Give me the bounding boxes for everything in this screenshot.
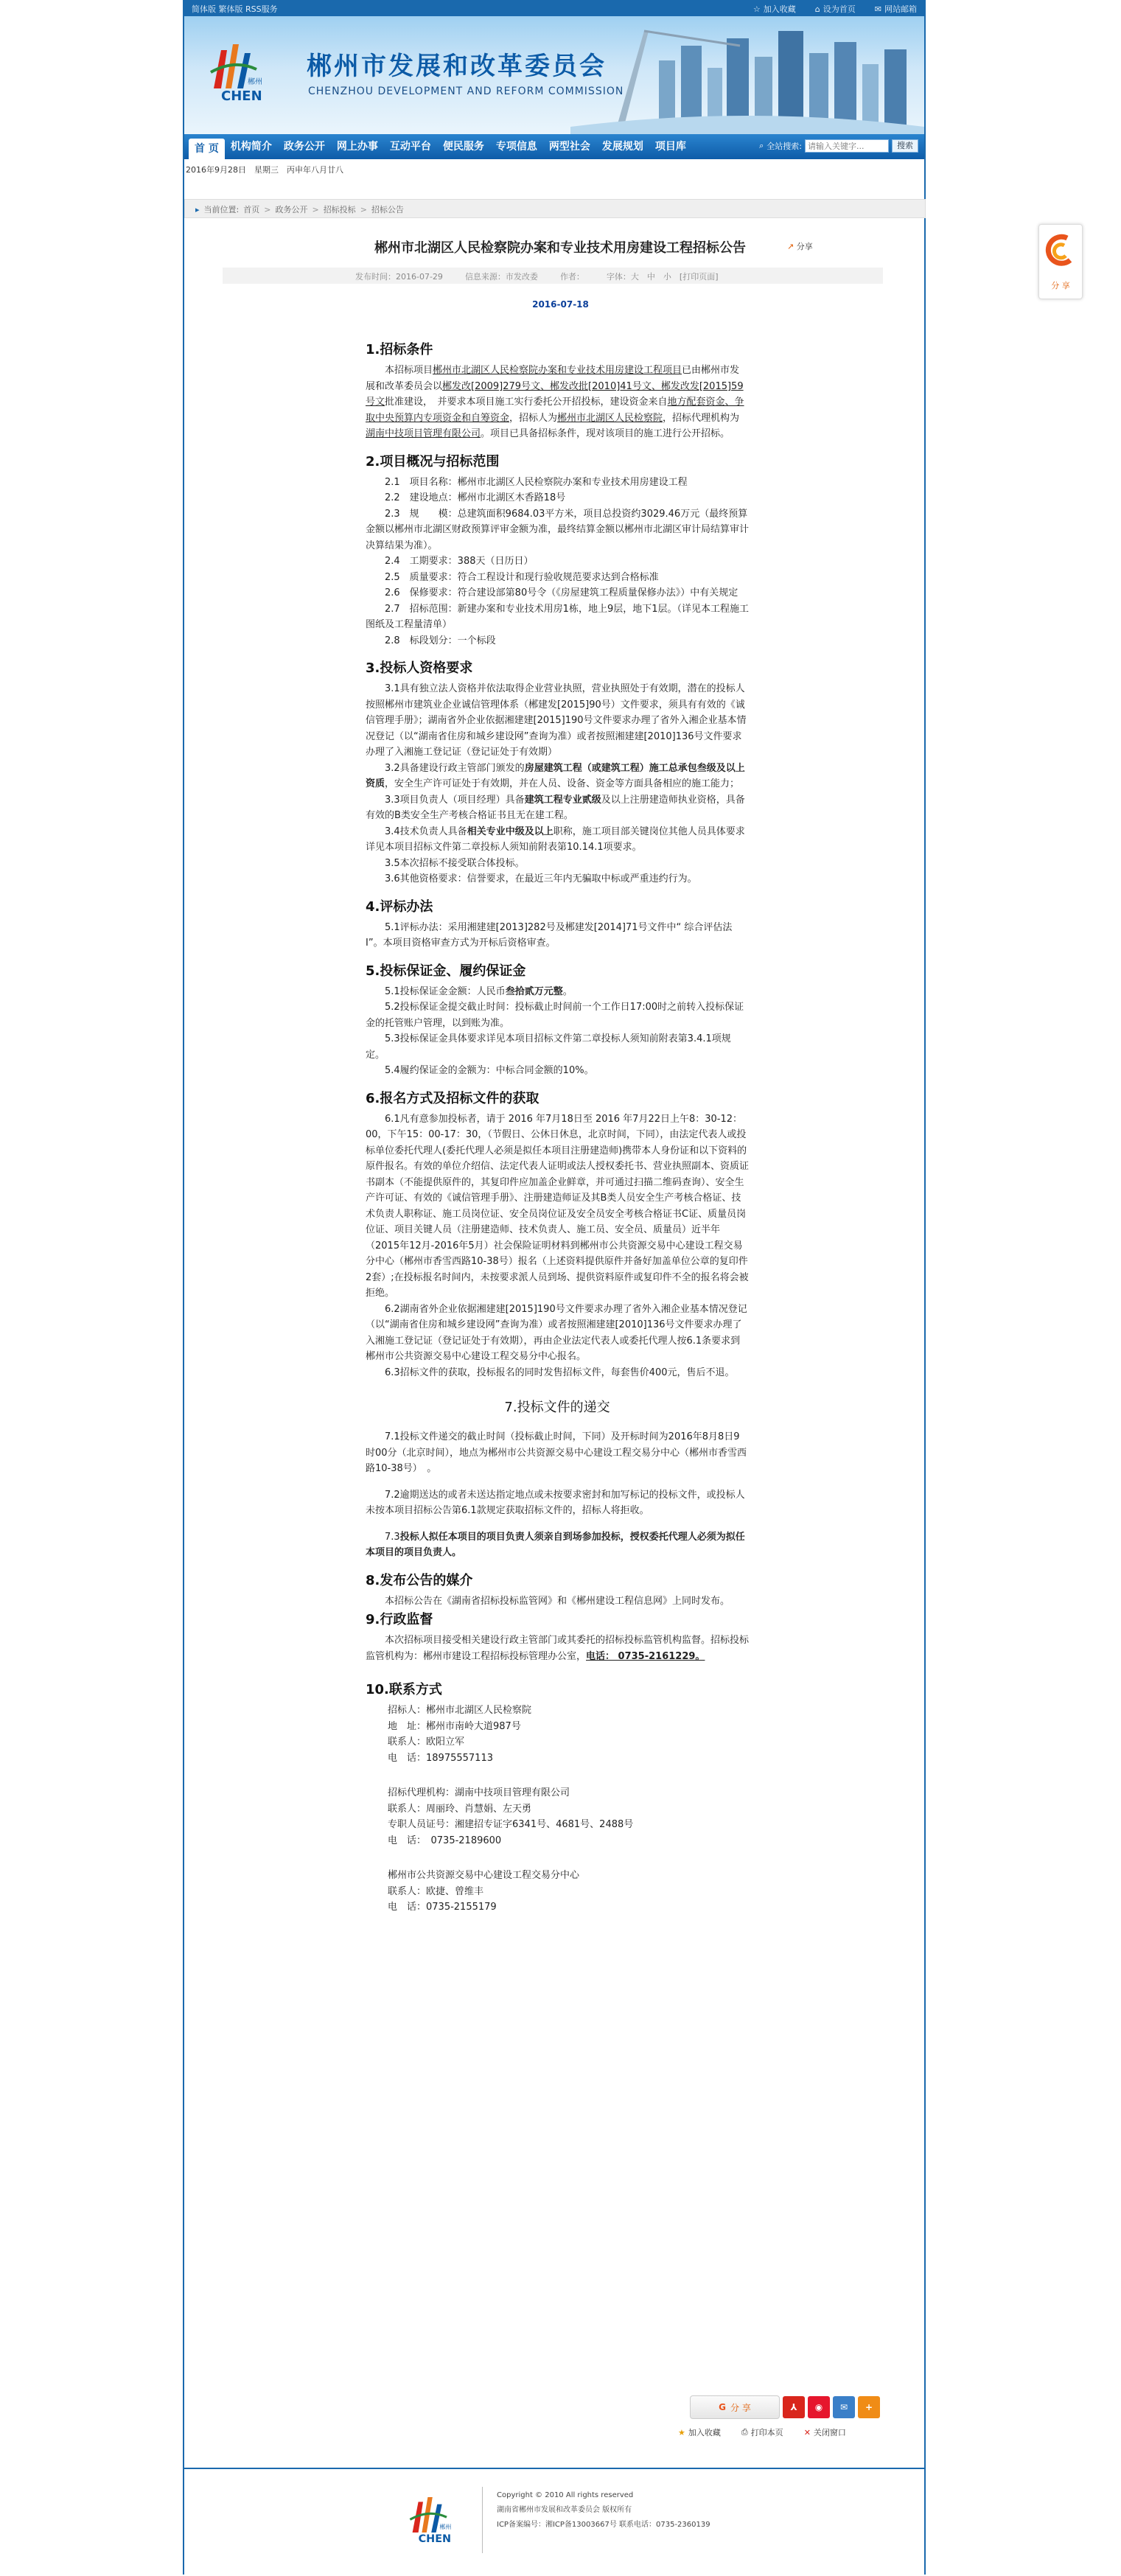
site-title: 郴州市发展和改革委员会 — [307, 52, 607, 81]
contact-block-agency — [366, 1785, 749, 1849]
nav-item-4[interactable]: 互动平台 — [389, 141, 431, 153]
article-meta — [223, 268, 883, 284]
section-3-item: 3.6其他资格要求：信誉要求，在最近三年内无骗取中标或严重违约行为。 — [385, 873, 697, 884]
section-2-item: 2.2 建设地点：郴州市北湖区木香路18号 — [385, 492, 566, 503]
section-3-item: 3.1具有独立法人资格并依法取得企业营业执照，营业执照处于有效期，潜在的投标人按照郴州市建筑业企业诚信管理体系（郴建发[2015]90号）文件要求，须具有有效的《诚信管理手册》；湖南省外企业依据湘建建[2015]190号文件要求办理了省外入湘企业基本情况登记（以“湖南省住房和城乡建设网”查询为准）或者按照湘建建[2010]136号文件要求办理了入湘施工登记证（登记证处于有效期） — [366, 683, 747, 758]
site-title-en: CHENZHOU DEVELOPMENT AND REFORM COMMISSION — [308, 85, 624, 97]
breadcrumb-gov[interactable]: 政务公开 — [275, 205, 308, 214]
section-2-item: 2.3 规 模：总建筑面积9684.03平方米，项目总投资约3029.46万元（最终预算金额以郴州市北湖区财政预算评审金额为准，最终结算金额以郴州市北湖区审计局结算审计决算结果为准）。 — [366, 508, 750, 551]
section-3-item: 3.5本次招标不接受联合体投标。 — [385, 857, 525, 869]
current-date: 2016年9月28日 星期三 丙申年八月廿八 — [186, 165, 343, 175]
section-3-item: 3.3项目负责人（项目经理）具备建筑工程专业贰级及以上注册建造师执业资格，具备有效的B类安全生产考核合格证书且无在建工程。 — [366, 794, 745, 821]
search-input[interactable] — [805, 139, 889, 153]
site-search: ⌕ 全站搜索: 请输入关键字... 搜索 — [759, 139, 918, 153]
nav-item-8[interactable]: 发展规划 — [601, 141, 643, 153]
section-2-item: 2.1 项目名称：郴州市北湖区人民检察院办案和专业技术用房建设工程 — [385, 476, 688, 488]
contact-line: 地 址：郴州市南岭大道987号 — [388, 1720, 521, 1732]
set-homepage-link[interactable]: ⌂ 设为首页 — [814, 4, 856, 14]
contact-line: 招标人：郴州市北湖区人民检察院 — [388, 1705, 532, 1716]
frame-left-line — [183, 0, 184, 2575]
section-1-title: 1.招标条件 — [366, 342, 433, 357]
section-6-item: 6.3招标文件的获取，投标报名的同时发售招标文件，每套售价400元，售后不退。 — [385, 1366, 735, 1378]
section-3-item: 3.2具备建设行政主管部门颁发的房屋建筑工程（或建筑工程）施工总承包叁级及以上资质，安全生产许可证处于有效期，并在人员、设备、资金等方面具备相应的施工能力； — [366, 762, 745, 789]
svg-text:郴州: 郴州 — [248, 78, 262, 86]
section-10-title: 10.联系方式 — [366, 1682, 442, 1697]
section-2-title: 2.项目概况与招标范围 — [366, 453, 500, 470]
section-1-paragraph: 本招标项目郴州市北湖区人民检察院办案和专业技术用房建设工程项目已由郴州市发展和改革委员会以郴发改[2009]279号文、郴发改批[2010]41号文、郴发改发[2015]59号文批准建设， 并要求本项目施工实行委托公开招投标，建设资金来自地方配套资金、争取中央预算内专项资金和自筹资金，招标人为郴州市北湖区人民检察院，招标代理机构为湖南中技项目管理有限公司。项目已具备招标条件，现对该项目的施工进行公开招标。 — [366, 365, 744, 439]
section-5-item: 5.1投标保证金金额：人民币叁拾贰万元整。 — [385, 985, 573, 997]
section-6-item: 6.2湖南省外企业依据湘建建[2015]190号文件要求办理了省外入湘企业基本情况登记（以“湖南省住房和城乡建设网”查询为准）或者按照湘建建[2010]136号文件要求办理了入湘施工登记证（登记证处于有效期），再由企业法定代表人或委托代理人按6.1条要求到郴州市公共资源交易中心建设工程交易分中心报名。 — [366, 1303, 747, 1362]
mail-icon: ✉ — [874, 4, 881, 14]
nav-item-2[interactable]: 政务公开 — [283, 141, 325, 153]
share-bar — [690, 2395, 886, 2419]
add-favorite-action[interactable]: ★ 加入收藏 — [678, 2427, 721, 2437]
article-title: 郴州市北湖区人民检察院办案和专业技术用房建设工程招标公告 — [374, 240, 746, 256]
author: 作者： — [559, 272, 584, 282]
contact-line: 专职人员证号：湘建招专证字6341号、4681号、2488号 — [388, 1819, 634, 1830]
section-2-list — [366, 475, 749, 649]
share-button[interactable]: G 分 享 — [690, 2395, 780, 2419]
section-8-title: 8.发布公告的媒介 — [366, 1572, 473, 1588]
nav-item-7[interactable]: 两型社会 — [548, 141, 590, 153]
pdf-share-icon[interactable]: ⅄ — [783, 2396, 805, 2418]
section-7-item: 7.1投标文件递交的截止时间（投标截止时间，下同）及开标时间为2016年8月8日9时00分（北京时间），地点为郴州市公共资源交易中心建设工程交易分中心（郴州市香雪西路10-38号） 。 — [366, 1431, 747, 1474]
section-5-item: 5.2投标保证金提交截止时间：投标截止时间前一个工作日17:00时之前转入投标保证金的托管账户管理，以到账为准。 — [366, 1002, 744, 1029]
section-7-title: 7.投标文件的递交 — [504, 1400, 610, 1415]
footer-logo — [405, 2491, 464, 2550]
article-date: 2016-07-18 — [532, 299, 589, 310]
site-banner — [184, 16, 924, 134]
footer-divider — [482, 2487, 483, 2553]
contact-line: 郴州市公共资源交易中心建设工程交易分中心 — [388, 1870, 580, 1881]
share-mini-button[interactable]: ↗ 分享 — [787, 242, 813, 251]
main-nav — [184, 134, 924, 159]
breadcrumb-home[interactable]: 首页 — [243, 205, 260, 214]
site-logo[interactable] — [205, 37, 279, 111]
contact-block-tenderer — [366, 1703, 749, 1766]
contact-line: 电 话： 0735-2189600 — [388, 1835, 502, 1846]
section-6-item: 6.1凡有意参加投标者，请于 2016 年7月18日至 2016 年7月22日上午8：30-12：00，下午15：00-17：30，（节假日、公休日休息，北京时间，下同），由法定代表人或投标单位委托代理人(委托代理人必须是拟任本项目注册建造师)携带本人身份证和以下资料的原件报名。有效的单位介绍信、法定代表人证明或法人授权委托书、营业执照副本、资质证书副本（不能提供原件的，其复印件应加盖企业鲜章，并可通过扫描二维码查询）、安全生产许可证、有效的《诚信管理手册》、注册建造师证及其B类人员安全生产考核合格证、技术负责人职称证、施工员岗位证、安全员岗位证及安全员安全考核合格证书C证、质量员岗位证、项目关键人员（注册建造师、技术负责人、施工员、安全员、质量员）近半年（2015年12月-2016年5月）社会保险证明材料到郴州市公共资源交易中心建设工程交易分中心（郴州市香雪西路10-38号）报名（上述资料提供原件并备好加盖单位公章的复印件2套）;在投标报名时间内，未按要求派人员到场、提供资料原件或复印件不全的报名将会被拒绝。 — [366, 1113, 750, 1299]
print-icon: ⎙ — [741, 2427, 748, 2437]
add-favorite-link[interactable]: ☆ 加入收藏 — [752, 4, 796, 14]
section-5-item: 5.4履约保证金的金额为：中标合同金额的10%。 — [385, 1065, 594, 1076]
contact-line: 联系人：欧阳立军 — [388, 1736, 465, 1748]
section-9-title: 9.行政监督 — [366, 1612, 433, 1627]
section-2-item: 2.7 招标范围：新建办案和专业技术用房1栋，地上9层，地下1层。（详见本工程施工图纸及工程量清单） — [366, 603, 749, 630]
language-links[interactable]: 简体版 繁体版 RSS服务 — [192, 4, 278, 14]
nav-item-0[interactable]: 首 页 — [189, 139, 225, 159]
section-2-item: 2.5 质量要求：符合工程设计和现行验收规范要求达到合格标准 — [385, 571, 659, 583]
breadcrumb-bidding[interactable]: 招标投标 — [323, 205, 356, 214]
page-actions — [678, 2426, 846, 2438]
contact-line: 电 话：0735-2155179 — [388, 1902, 497, 1913]
section-6-title: 6.报名方式及招标文件的获取 — [366, 1090, 539, 1106]
breadcrumb: ▸ 当前位置: 首页 > 政务公开 > 招标投标 > 招标公告 — [184, 199, 926, 218]
info-source: 信息来源：市发改委 — [464, 272, 538, 282]
section-7-item: 7.3投标人拟任本项目的项目负责人须亲自到场参加投标，授权委托代理人必须为拟任本项目的项目负责人。 — [366, 1531, 745, 1558]
floating-share-button[interactable]: 分 享 — [1038, 224, 1083, 299]
contact-line: 联系人：周丽玲、肖慧娟、左天勇 — [388, 1803, 532, 1815]
section-5-title: 5.投标保证金、履约保证金 — [366, 963, 526, 979]
close-icon: ✕ — [803, 2427, 811, 2437]
nav-item-1[interactable]: 机构简介 — [230, 141, 272, 153]
section-5-item: 5.3投标保证金具体要求详见本项目招标文件第二章投标人须知前附表第3.4.1项规定。 — [366, 1033, 731, 1061]
date-bar — [184, 159, 924, 178]
section-7-item: 7.2逾期送达的或者未送达指定地点或未按要求密封和加写标记的投标文件，或投标人未按本项目招标公告第6.1款规定获取招标文件的，招标人将拒收。 — [366, 1489, 745, 1516]
nav-item-3[interactable]: 网上办事 — [336, 141, 378, 153]
nav-item-9[interactable]: 项目库 — [654, 141, 686, 153]
contact-line: 电 话：18975557113 — [388, 1752, 493, 1764]
section-8-paragraph: 本招标公告在《湖南省招标投标监管网》和《郴州建设工程信息网》上同时发布。 — [385, 1595, 730, 1607]
close-window-action[interactable]: ✕ 关闭窗口 — [803, 2427, 846, 2437]
svg-text:CHEN: CHEN — [221, 88, 262, 104]
search-button[interactable]: 搜索 — [892, 139, 918, 153]
home-icon: ⌂ — [814, 4, 820, 14]
print-page-action[interactable]: ⎙ 打印本页 — [741, 2427, 783, 2437]
breadcrumb-notice[interactable]: 招标公告 — [371, 205, 404, 214]
section-2-item: 2.4 工期要求：388天（日历日） — [385, 556, 534, 567]
contact-line: 招标代理机构：湖南中技项目管理有限公司 — [388, 1787, 570, 1798]
contact-block-exchange — [366, 1868, 749, 1916]
font-size-controls[interactable]: 字体：大 中 小 [打印页面] — [606, 272, 719, 282]
section-4-title: 4.评标办法 — [366, 898, 433, 915]
section-9-paragraph: 本次招标项目接受相关建设行政主管部门或其委托的招标投标监管机构监督。招标投标监管机构为：郴州市建设工程招标投标管理办公室，电话： 0735-2161229。 — [366, 1635, 750, 1662]
top-bar — [184, 0, 924, 17]
share-logo-icon: G — [719, 2402, 727, 2412]
share-logo-icon — [1045, 231, 1076, 273]
nav-item-5[interactable]: 便民服务 — [442, 141, 484, 153]
svg-text:郴州: 郴州 — [439, 2524, 452, 2531]
publish-time: 发布时间：2016-07-29 — [355, 272, 443, 282]
section-2-item: 2.6 保修要求：符合建设部第80号令（《房屋建筑工程质量保修办法》）中有关规定 — [385, 587, 738, 598]
article-body — [366, 330, 749, 1916]
qq-share-icon[interactable]: ✉ — [833, 2396, 855, 2418]
section-2-item: 2.8 标段划分：一个标段 — [385, 635, 496, 646]
share-icon: ↗ — [787, 242, 795, 251]
section-4-paragraph: 5.1评标办法：采用湘建建[2013]282号及郴建发[2014]71号文件中“ 综合评估法Ⅰ”。本项目资格审查方式为开标后资格审查。 — [366, 921, 733, 949]
favorite-icon: ★ — [678, 2427, 685, 2437]
contact-line: 联系人：欧捷、曾维丰 — [388, 1885, 484, 1897]
section-3-item: 3.4技术负责人具备相关专业中级及以上职称，施工项目部关键岗位其他人员具体要求详见本项目招标文件第二章投标人须知前附表第10.14.1项要求。 — [366, 825, 745, 853]
location-icon: ▸ — [195, 204, 200, 214]
site-email-link[interactable]: ✉ 网站邮箱 — [874, 4, 917, 14]
star-icon: ☆ — [752, 4, 761, 14]
frame-right-line — [924, 0, 926, 2575]
nav-item-6[interactable]: 专项信息 — [495, 141, 537, 153]
svg-text:CHEN: CHEN — [418, 2533, 452, 2545]
section-3-title: 3.投标人资格要求 — [366, 660, 473, 676]
footer-text: Copyright © 2010 All rights reserved 湖南省郴州市发展和改革委员会 版权所有 ICP备案编号：湘ICP备13003667号 联系电话：0735-2360139 — [497, 2491, 710, 2529]
city-skyline-illustration — [570, 16, 924, 134]
search-icon: ⌕ — [759, 141, 764, 150]
more-share-icon[interactable]: + — [858, 2396, 880, 2418]
site-footer — [184, 2468, 924, 2576]
weibo-share-icon[interactable]: ◉ — [808, 2396, 830, 2418]
